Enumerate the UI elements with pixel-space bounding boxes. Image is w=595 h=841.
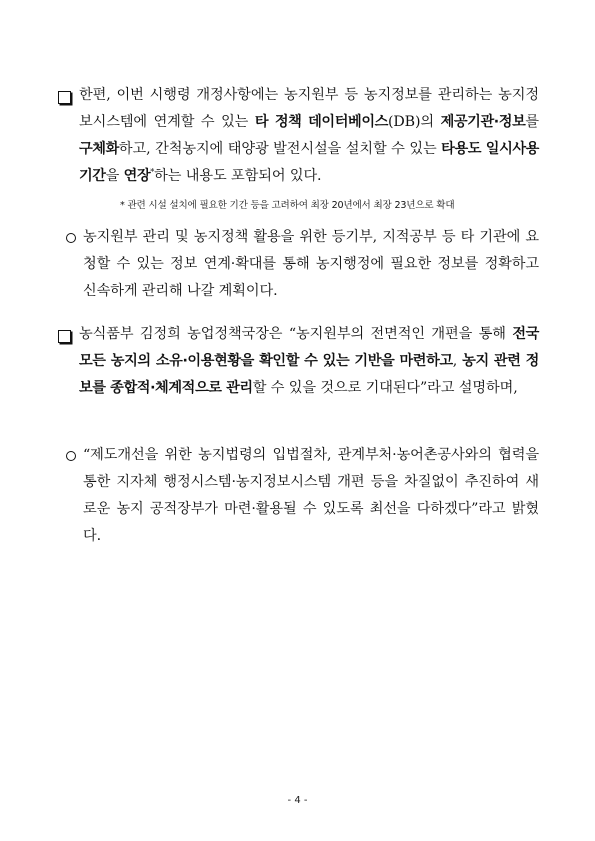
body-text: 농식품부 김정희 농업정책국장은 “농지원부의 전면적인 개편을 통해 <box>79 326 513 342</box>
paragraph-closing-quote <box>83 442 539 550</box>
paragraph-vision-db-extension <box>79 82 539 190</box>
body-text: “제도개선을 위한 농지법령의 입법절차, 관계부처·농어촌공사와의 협력을 통한 지자체 행정시스템·농지정보시스템 개편 등을 차질없이 추진하여 새로운 농지 공적장부가 마련·활용될 수 있도록 최선을 다하겠다”라고 밝혔다. <box>83 447 539 544</box>
emphasis-text: 농지 관련 정보를 종합적·체계적으로 관리 <box>79 353 539 396</box>
body-text: 한편, 이번 시행령 개정사항에는 농지원부 등 농지정보를 관리하는 농지정보시스템에 연계할 수 있는 <box>79 87 539 130</box>
body-text: , <box>452 353 463 369</box>
page-number: - 4 - <box>287 795 308 806</box>
square-bullet-icon <box>58 91 71 104</box>
paragraph-information-linkage <box>83 224 539 305</box>
circle-bullet-icon <box>66 233 76 243</box>
body-text: (DB)의 <box>387 114 441 130</box>
square-bullet-icon <box>58 330 71 343</box>
emphasis-text: 구체화 <box>79 141 119 157</box>
emphasis-text: 제공기관·정보 <box>440 114 526 130</box>
body-text: 할 수 있을 것으로 기대된다”라고 설명하며, <box>252 380 518 396</box>
emphasis-text: 타용도 일시사용기간 <box>79 141 539 184</box>
body-text: 를 <box>525 114 539 130</box>
body-text: 하는 내용도 포함되어 있다. <box>154 168 322 184</box>
body-text: 하고, 간척농지에 태양광 발전시설을 설치할 수 있는 <box>118 141 442 157</box>
footnote: * 관련 시설 설치에 필요한 기간 등을 고려하여 최장 20년에서 최장 23년으로 확대 <box>120 200 455 211</box>
paragraph-director-statement <box>79 321 539 402</box>
emphasis-text: 전국 모든 농지의 소유·이용현황을 확인할 수 있는 기반을 마련하고 <box>79 326 539 369</box>
circle-bullet-icon <box>66 451 76 461</box>
emphasis-text: 연장 <box>123 168 151 184</box>
emphasis-text: 타 정책 데이터베이스 <box>254 114 388 130</box>
footnote-mark: * <box>150 167 155 177</box>
body-text: 농지원부 관리 및 농지정책 활용을 위한 등기부, 지적공부 등 타 기관에 요청할 수 있는 정보 연계·확대를 통해 농지행정에 필요한 정보를 정확하고 신속하게 관리해 나갈 계획이다. <box>83 229 539 299</box>
body-text: 을 <box>105 168 124 184</box>
